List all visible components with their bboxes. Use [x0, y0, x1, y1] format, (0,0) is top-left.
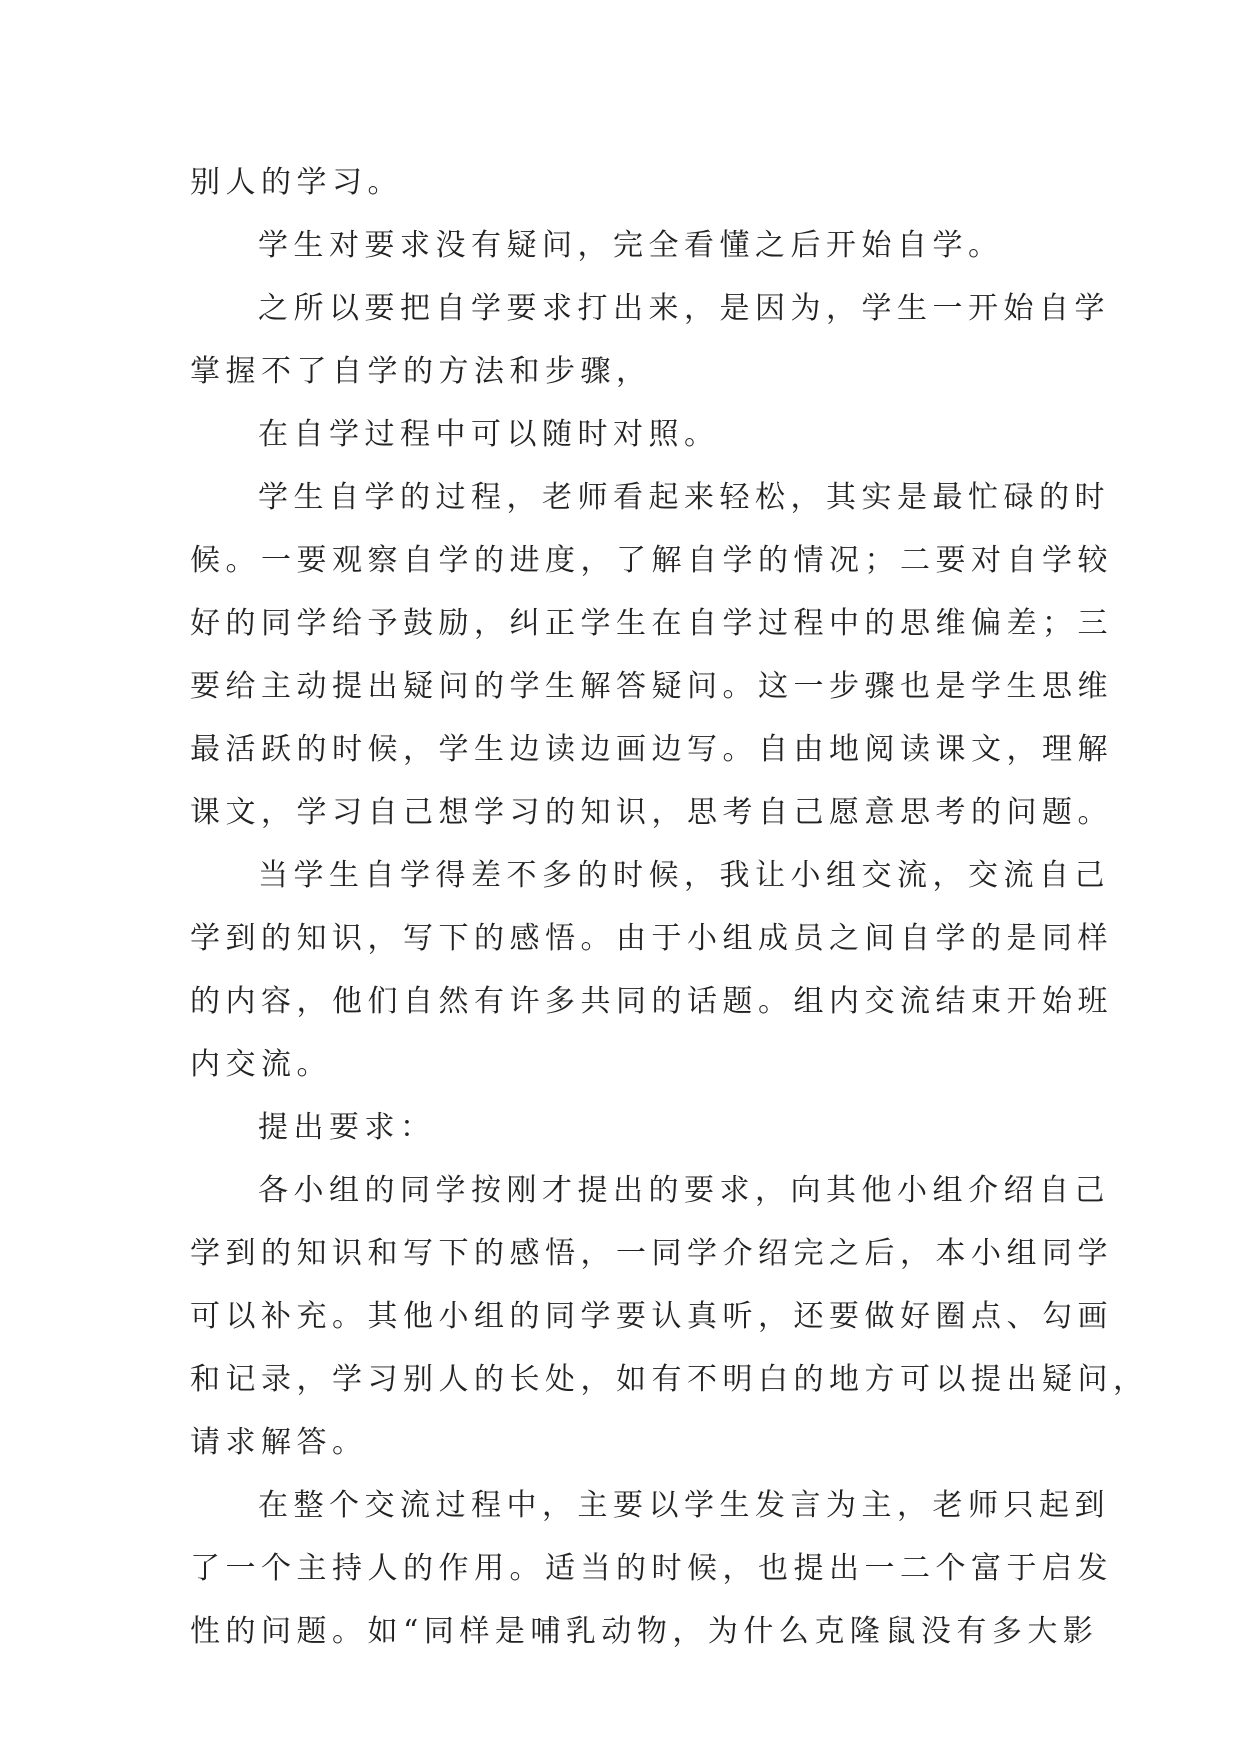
text-line: 可以补充。其他小组的同学要认真听，还要做好圈点、勾画 — [190, 1299, 1113, 1334]
text-line: 别人的学习。 — [190, 165, 403, 200]
text-line: 内交流。 — [190, 1047, 332, 1082]
text-line: 学到的知识，写下的感悟。由于小组成员之间自学的是同样 — [190, 921, 1113, 956]
text-line: 掌握不了自学的方法和步骤， — [190, 354, 652, 389]
text-line: 要给主动提出疑问的学生解答疑问。这一步骤也是学生思维 — [190, 669, 1113, 704]
text-line: 好的同学给予鼓励，纠正学生在自学过程中的思维偏差；三 — [190, 606, 1113, 641]
text-line: 学生自学的过程，老师看起来轻松，其实是最忙碌的时 — [258, 480, 1110, 515]
text-line: 各小组的同学按刚才提出的要求，向其他小组介绍自己 — [258, 1173, 1110, 1208]
text-line: 候。一要观察自学的进度，了解自学的情况；二要对自学较 — [190, 543, 1113, 578]
text-line: 和记录，学习别人的长处，如有不明白的地方可以提出疑问， — [190, 1362, 1149, 1397]
text-line: 学到的知识和写下的感悟，一同学介绍完之后，本小组同学 — [190, 1236, 1113, 1271]
text-line: 最活跃的时候，学生边读边画边写。自由地阅读课文，理解 — [190, 732, 1113, 767]
text-line: 之所以要把自学要求打出来，是因为，学生一开始自学 — [258, 291, 1110, 326]
text-line: 在自学过程中可以随时对照。 — [258, 417, 720, 452]
text-line: 提出要求： — [258, 1110, 436, 1145]
document-body — [190, 151, 1149, 1663]
text-line: 的内容，他们自然有许多共同的话题。组内交流结束开始班 — [190, 984, 1113, 1019]
text-line: 学生对要求没有疑问，完全看懂之后开始自学。 — [258, 228, 1004, 263]
text-line: 性的问题。如“同样是哺乳动物，为什么克隆鼠没有多大影 — [190, 1614, 1099, 1649]
text-line: 在整个交流过程中，主要以学生发言为主，老师只起到 — [258, 1488, 1110, 1523]
text-line: 了一个主持人的作用。适当的时候，也提出一二个富于启发 — [190, 1551, 1113, 1586]
text-line: 课文，学习自己想学习的知识，思考自己愿意思考的问题。 — [190, 795, 1113, 830]
text-line: 请求解答。 — [190, 1425, 368, 1460]
text-line: 当学生自学得差不多的时候，我让小组交流，交流自己 — [258, 858, 1110, 893]
